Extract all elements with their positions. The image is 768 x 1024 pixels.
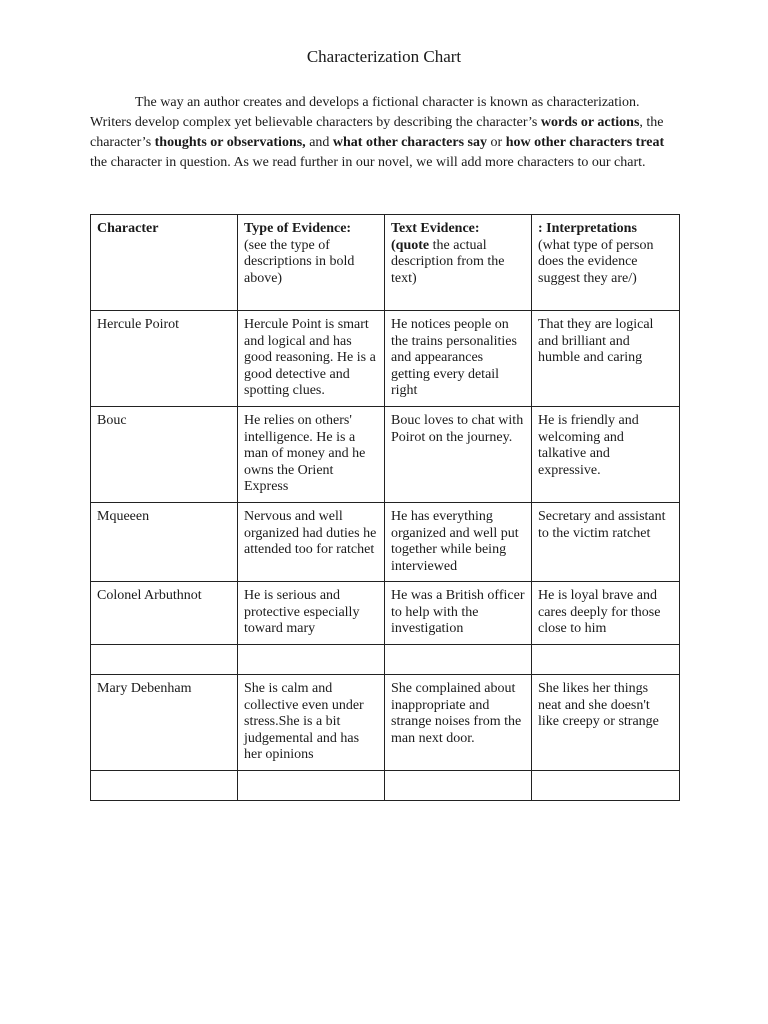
cell-evidence-type <box>238 771 385 801</box>
cell-interpretation: He is loyal brave and cares deeply for those close to him <box>532 582 680 645</box>
header-cell-text-evidence <box>385 215 532 311</box>
cell-evidence-type: Hercule Point is smart and logical and has good reasoning. He is a good detective and spotting clues. <box>238 311 385 407</box>
header-title: Text Evidence: <box>391 221 480 236</box>
header-subtitle: (what type of person does the evidence suggest they are/) <box>538 237 654 286</box>
cell-interpretation <box>532 645 680 675</box>
table-row <box>91 582 680 645</box>
table-row-empty <box>91 645 680 675</box>
table-header-row <box>91 215 680 311</box>
cell-evidence-type: He is serious and protective especially toward mary <box>238 582 385 645</box>
cell-evidence-type: Nervous and well organized had duties he attended too for ratchet <box>238 503 385 582</box>
intro-bold-others-treat: how other characters treat <box>505 135 665 150</box>
intro-bold-others-say: what other characters say <box>332 135 488 150</box>
page-title: Characterization Chart <box>306 47 462 66</box>
table-row <box>91 407 680 503</box>
cell-interpretation: She likes her things neat and she doesn't like creepy or strange <box>532 675 680 771</box>
intro-text-2: , the character’s <box>90 115 664 150</box>
intro-paragraph <box>90 93 680 173</box>
cell-character <box>91 645 238 675</box>
cell-text-evidence <box>385 771 532 801</box>
cell-interpretation: He is friendly and welcoming and talkative and expressive. <box>532 407 680 503</box>
header-subtitle: (see the type of descriptions in bold above) <box>244 237 355 286</box>
cell-interpretation: That they are logical and brilliant and humble and caring <box>532 311 680 407</box>
header-title: Character <box>97 221 159 236</box>
intro-bold-thoughts: thoughts or observations, <box>154 135 306 150</box>
cell-character: Colonel Arbuthnot <box>91 582 238 645</box>
cell-interpretation <box>532 771 680 801</box>
cell-text-evidence: He was a British officer to help with the investigation <box>385 582 532 645</box>
cell-character: Hercule Poirot <box>91 311 238 407</box>
intro-bold-words-actions: words or actions <box>540 115 640 130</box>
cell-text-evidence: He notices people on the trains personalities and appearances getting every detail right <box>385 311 532 407</box>
cell-evidence-type: She is calm and collective even under stress.She is a bit judgemental and has her opinions <box>238 675 385 771</box>
cell-text-evidence: He has everything organized and well put together while being interviewed <box>385 503 532 582</box>
cell-evidence-type <box>238 645 385 675</box>
cell-text-evidence: She complained about inappropriate and strange noises from the man next door. <box>385 675 532 771</box>
intro-text-1: The way an author creates and develops a fictional character is known as characterization. Writers develop complex yet believable characters by describing the character’s <box>90 95 640 130</box>
cell-text-evidence: Bouc loves to chat with Poirot on the journey. <box>385 407 532 503</box>
intro-text-5: the character in question. As we read further in our novel, we will add more characters to our chart. <box>90 155 646 170</box>
header-subtitle-bold: (quote <box>391 237 430 253</box>
header-title: Type of Evidence: <box>244 221 352 236</box>
table-row <box>91 503 680 582</box>
header-title: : Interpretations <box>538 221 637 236</box>
header-cell-type-of-evidence <box>238 215 385 311</box>
cell-character: Mqueeen <box>91 503 238 582</box>
header-cell-interpretations <box>532 215 680 311</box>
intro-text-3: and <box>305 135 333 150</box>
table-row <box>91 675 680 771</box>
table-row <box>91 311 680 407</box>
table-row-empty <box>91 771 680 801</box>
intro-text-4: or <box>487 135 506 150</box>
cell-character <box>91 771 238 801</box>
header-subtitle: the actual description from the text) <box>391 237 505 286</box>
header-cell-character <box>91 215 238 311</box>
cell-interpretation: Secretary and assistant to the victim ratchet <box>532 503 680 582</box>
cell-evidence-type: He relies on others' intelligence. He is a man of money and he owns the Orient Express <box>238 407 385 503</box>
characterization-table <box>90 214 680 801</box>
cell-character: Mary Debenham <box>91 675 238 771</box>
cell-text-evidence <box>385 645 532 675</box>
cell-character: Bouc <box>91 407 238 503</box>
